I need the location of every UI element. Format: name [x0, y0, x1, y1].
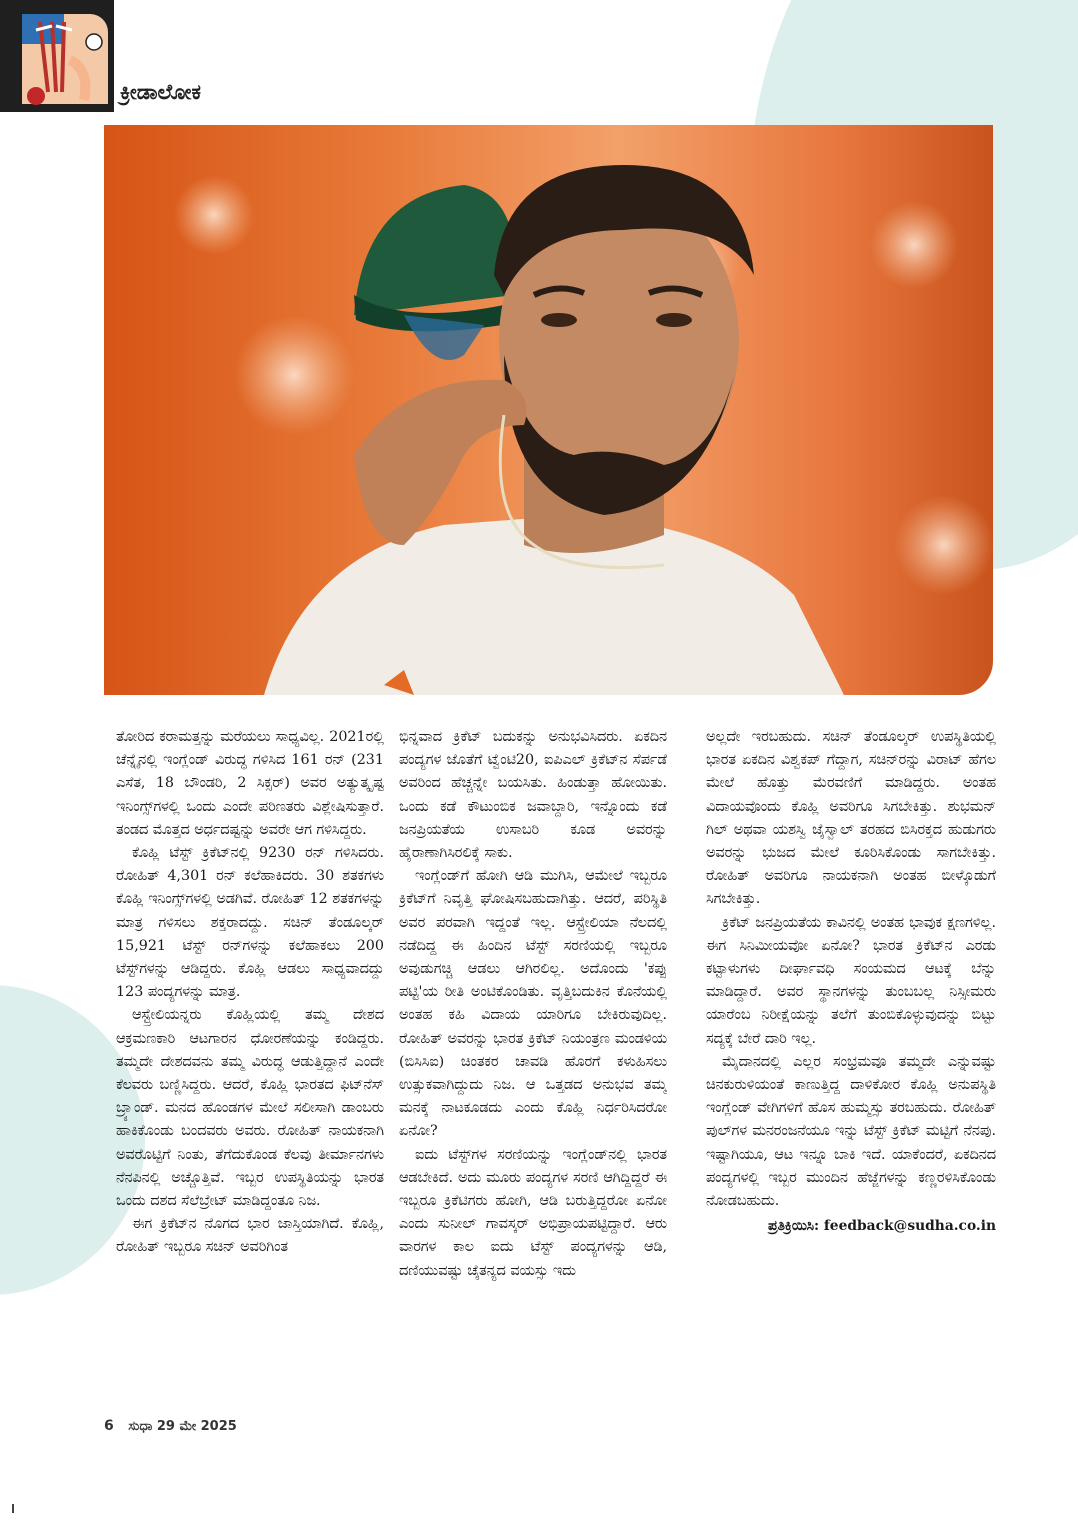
- page-footer: [104, 1418, 237, 1434]
- crop-mark: [12, 1504, 14, 1513]
- cricket-stumps-icon: [0, 0, 114, 112]
- paragraph: ಕೊಹ್ಲಿ ಟೆಸ್ಟ್ ಕ್ರಿಕೆಟ್‌ನಲ್ಲಿ 9230 ರನ್ ಗಳಿಸಿದರು. ರೋಹಿತ್ 4,301 ರನ್ ಕಲೆಹಾಕಿದರು. 30 ಶತಕಗಳು ಕೊಹ್ಲಿ ಇನಿಂಗ್ಸ್‌ಗಳಲ್ಲಿ ಅಡಗಿವೆ. ರೋಹಿತ್ 12 ಶತಕಗಳನ್ನು ಮಾತ್ರ ಗಳಿಸಲು ಶಕ್ತರಾದದ್ದು. ಸಚಿನ್ ತೆಂಡೂಲ್ಕರ್ 15,921 ಟೆಸ್ಟ್ ರನ್‌ಗಳನ್ನು ಕಲೆಹಾಕಲು 200 ಟೆಸ್ಟ್‌ಗಳನ್ನು ಆಡಿದ್ದರು. ಕೊಹ್ಲಿ ಆಡಲು ಸಾಧ್ಯವಾದದ್ದು 123 ಪಂದ್ಯಗಳನ್ನು ಮಾತ್ರ.: [116, 845, 384, 1001]
- article-column-1: [116, 726, 384, 1468]
- paragraph: ಈಗ ಕ್ರಿಕೆಟ್‌ನ ನೊಗದ ಭಾರ ಜಾಸ್ತಿಯಾಗಿದೆ. ಕೊಹ್ಲಿ, ರೋಹಿತ್ ಇಬ್ಬರೂ ಸಚಿನ್ ಅವರಿಗಿಂತ: [116, 1216, 384, 1256]
- paragraph: ಐದು ಟೆಸ್ಟ್‌ಗಳ ಸರಣಿಯನ್ನು ಇಂಗ್ಲೆಂಡ್‌ನಲ್ಲಿ ಭಾರತ ಆಡಬೇಕಿದೆ. ಅದು ಮೂರು ಪಂದ್ಯಗಳ ಸರಣಿ ಆಗಿದ್ದಿದ್ದರೆ ಈ ಇಬ್ಬರೂ ಕ್ರಿಕೆಟಿಗರು ಹೋಗಿ, ಆಡಿ ಬರುತ್ತಿದ್ದರೋ ಏನೋ ಎಂದು ಸುನೀಲ್ ಗಾವಸ್ಕರ್ ಅಭಿಪ್ರಾಯಪಟ್ಟಿದ್ದಾರೆ. ಆರು ವಾರಗಳ ಕಾಲ ಐದು ಟೆಸ್ಟ್ ಪಂದ್ಯಗಳನ್ನು ಆಡಿ, ದಣಿಯುವಷ್ಟು ಚೈತನ್ಯದ ವಯಸ್ಸು ಇದು: [399, 1146, 667, 1279]
- article-column-2: [399, 726, 667, 1468]
- section-title: ಕ್ರೀಡಾಲೋಕ: [120, 80, 201, 104]
- article-body: [116, 726, 996, 1468]
- cricketer-kissing-chain-photo: [104, 125, 993, 695]
- paragraph: ತೋರಿದ ಕರಾಮತ್ತನ್ನು ಮರೆಯಲು ಸಾಧ್ಯವಿಲ್ಲ. 2021ರಲ್ಲಿ ಚೆನ್ನೈನಲ್ಲಿ ಇಂಗ್ಲೆಂಡ್ ವಿರುದ್ಧ ಗಳಿಸಿದ 161 ರನ್ (231 ಎಸೆತ, 18 ಬೌಂಡರಿ, 2 ಸಿಕ್ಸರ್) ಅವರ ಅತ್ಯುತ್ಕೃಷ್ಟ ಇನಿಂಗ್ಸ್‌ಗಳಲ್ಲಿ ಒಂದು ಎಂದೇ ಪರಿಣತರು ವಿಶ್ಲೇಷಿಸುತ್ತಾರೆ. ತಂಡದ ಮೊತ್ತದ ಅರ್ಧದಷ್ಟನ್ನು ಅವರೇ ಆಗ ಗಳಿಸಿದ್ದರು.: [116, 729, 384, 838]
- page-number: 6: [104, 1418, 114, 1434]
- paragraph: ಇಂಗ್ಲೆಂಡ್‌ಗೆ ಹೋಗಿ ಆಡಿ ಮುಗಿಸಿ, ಆಮೇಲೆ ಇಬ್ಬರೂ ಕ್ರಿಕೆಟ್‌ಗೆ ನಿವೃತ್ತಿ ಘೋಷಿಸಬಹುದಾಗಿತ್ತು. ಆದರೆ, ಪರಿಸ್ಥಿತಿ ಅವರ ಪರವಾಗಿ ಇದ್ದಂತೆ ಇಲ್ಲ. ಆಸ್ಟ್ರೇಲಿಯಾ ನೆಲದಲ್ಲಿ ನಡೆದಿದ್ದ ಈ ಹಿಂದಿನ ಟೆಸ್ಟ್ ಸರಣಿಯಲ್ಲಿ ಇಬ್ಬರೂ ಅವುಡುಗಚ್ಚಿ ಆಡಲು ಆಗಿರಲಿಲ್ಲ. ಅದೊಂದು 'ಕಪ್ಪು ಪಟ್ಟಿ'ಯ ರೀತಿ ಅಂಟಿಕೊಂಡಿತು. ವೃತ್ತಿಬದುಕಿನ ಕೊನೆಯಲ್ಲಿ ಅಂತಹ ಕಹಿ ವಿದಾಯ ಯಾರಿಗೂ ಬೇಕಿರುವುದಿಲ್ಲ. ರೋಹಿತ್ ಅವರನ್ನು ಭಾರತ ಕ್ರಿಕೆಟ್ ನಿಯಂತ್ರಣ ಮಂಡಳಿಯ (ಬಿಸಿಸಿಐ) ಚಿಂತಕರ ಚಾವಡಿ ಹೊರಗೆ ಕಳುಹಿಸಲು ಉತ್ಸುಕವಾಗಿದ್ದುದು ನಿಜ. ಆ ಒತ್ತಡದ ಅನುಭವ ತಮ್ಮ ಮನಕ್ಕೆ ನಾಟಕೂಡದು ಎಂದು ಕೊಹ್ಲಿ ನಿರ್ಧರಿಸಿದರೋ ಏನೋ?: [399, 868, 667, 1140]
- paragraph: ಆಸ್ಟ್ರೇಲಿಯನ್ನರು ಕೊಹ್ಲಿಯಲ್ಲಿ ತಮ್ಮ ದೇಶದ ಆಕ್ರಮಣಕಾರಿ ಆಟಗಾರನ ಧೋರಣೆಯನ್ನು ಕಂಡಿದ್ದರು. ತಮ್ಮದೇ ದೇಶದವನು ತಮ್ಮ ವಿರುದ್ಧ ಆಡುತ್ತಿದ್ದಾನೆ ಎಂದೇ ಕೆಲವರು ಬಣ್ಣಿಸಿದ್ದರು. ಆದರೆ, ಕೊಹ್ಲಿ ಭಾರತದ ಫಿಟ್‌ನೆಸ್ ಬ್ರ್ಯಾಂಡ್. ಮನದ ಹೊಂಡಗಳ ಮೇಲೆ ಸಲೀಸಾಗಿ ಡಾಂಬರು ಹಾಕಿಕೊಂಡು ಬಂದವರು ಅವರು. ರೋಹಿತ್ ನಾಯಕನಾಗಿ ಅವರೊಟ್ಟಿಗೆ ನಿಂತು, ತೆಗೆದುಕೊಂಡ ಕೆಲವು ತೀರ್ಮಾನಗಳು ನೆನಪಿನಲ್ಲಿ ಅಚ್ಚೊತ್ತಿವೆ. ಇಬ್ಬರ ಉಪಸ್ಥಿತಿಯನ್ನು ಭಾರತ ಒಂದು ದಶದ ಸೆಲೆಬ್ರೇಟ್ ಮಾಡಿದ್ದಂತೂ ನಿಜ.: [116, 1007, 384, 1210]
- paragraph: ಮೈದಾನದಲ್ಲಿ ಎಲ್ಲರ ಸಂಭ್ರಮವೂ ತಮ್ಮದೇ ಎನ್ನುವಷ್ಟು ಚಿನಕುರುಳಿಯಂತೆ ಕಾಣುತ್ತಿದ್ದ ದಾಳಿಕೋರ ಕೊಹ್ಲಿ ಅನುಪಸ್ಥಿತಿ ಇಂಗ್ಲೆಂಡ್ ವೇಗಿಗಳಿಗೆ ಹೊಸ ಹುಮ್ಮಸ್ಸು ತರಬಹುದು. ರೋಹಿತ್ ಪುಲ್‌ಗಳ ಮನರಂಜನೆಯೂ ಇನ್ನು ಟೆಸ್ಟ್ ಕ್ರಿಕೆಟ್ ಮಟ್ಟಿಗೆ ನೆನಪು. ಇಷ್ಟಾಗಿಯೂ, ಆಟ ಇನ್ನೂ ಬಾಕಿ ಇದೆ. ಯಾಕೆಂದರೆ, ಏಕದಿನದ ಪಂದ್ಯಗಳಲ್ಲಿ ಇಬ್ಬರ ಮುಂದಿನ ಹೆಜ್ಜೆಗಳನ್ನು ಕಣ್ಣರಳಿಸಿಕೊಂಡು ನೋಡಬಹುದು.: [706, 1053, 996, 1210]
- paragraph: ಭಿನ್ನವಾದ ಕ್ರಿಕೆಟ್ ಬದುಕನ್ನು ಅನುಭವಿಸಿದರು. ಏಕದಿನ ಪಂದ್ಯಗಳ ಜೊತೆಗೆ ಟ್ವೆಂಟಿ20, ಐಪಿಎಲ್ ಕ್ರಿಕೆಟ್‌ನ ಸೆರ್ಪಡೆ ಅವರಿಂದ ಹೆಚ್ಚನ್ನೇ ಬಯಸಿತು. ಹಿಂಡುತ್ತಾ ಹೋಯಿತು. ಒಂದು ಕಡೆ ಕೌಟುಂಬಿಕ ಜವಾಬ್ದಾರಿ, ಇನ್ನೊಂದು ಕಡೆ ಜನಪ್ರಿಯತೆಯ ಉಸಾಬರಿ ಕೂಡ ಅವರನ್ನು ಹೈರಾಣಾಗಿಸಿರಲಿಕ್ಕೆ ಸಾಕು.: [399, 729, 667, 862]
- paragraph: ಕ್ರಿಕೆಟ್ ಜನಪ್ರಿಯತೆಯ ಕಾವಿನಲ್ಲಿ ಅಂತಹ ಭಾವುಕ ಕ್ಷಣಗಳಿಲ್ಲ. ಈಗ ಸಿನಿಮೀಯವೋ ಏನೋ? ಭಾರತ ಕ್ರಿಕೆಟ್‌ನ ಎರಡು ಕಟ್ಟಾಳುಗಳು ದೀರ್ಘಾವಧಿ ಸಂಯಮದ ಆಟಕ್ಕೆ ಬೆನ್ನು ಮಾಡಿದ್ದಾರೆ. ಅವರ ಸ್ಥಾನಗಳನ್ನು ತುಂಬಬಲ್ಲ ನಿಸ್ಸೀಮರು ಯಾರೆಂಬ ನಿರೀಕ್ಷೆಯನ್ನು ತಲೆಗೆ ತುಂಬಿಕೊಳ್ಳುವುದನ್ನು ಬಿಟ್ಟು ಸದ್ಯಕ್ಕೆ ಬೇರೆ ದಾರಿ ಇಲ್ಲ.: [706, 914, 996, 1047]
- article-column-3: [706, 726, 996, 1468]
- issue-info: ಸುಧಾ 29 ಮೇ 2025: [128, 1419, 237, 1434]
- feedback-line: ಪ್ರತಿಕ್ರಿಯಿಸಿ: feedback@sudha.co.in: [768, 1218, 996, 1235]
- paragraph: ಅಲ್ಲದೇ ಇರಬಹುದು. ಸಚಿನ್ ತೆಂಡೂಲ್ಕರ್ ಉಪಸ್ಥಿತಿಯಲ್ಲಿ ಭಾರತ ಏಕದಿನ ವಿಶ್ವಕಪ್ ಗೆದ್ದಾಗ, ಸಚಿನ್‌ರನ್ನು ವಿರಾಟ್ ಹೆಗಲ ಮೇಲೆ ಹೊತ್ತು ಮೆರವಣಿಗೆ ಮಾಡಿದ್ದರು. ಅಂತಹ ವಿದಾಯವೊಂದು ಕೊಹ್ಲಿ ಅವರಿಗೂ ಸಿಗಬೇಕಿತ್ತು. ಶುಭಮನ್ ಗಿಲ್ ಅಥವಾ ಯಶಸ್ವಿ ಜೈಸ್ವಾಲ್ ತರಹದ ಬಿಸಿರಕ್ತದ ಹುಡುಗರು ಅವರನ್ನು ಭುಜದ ಮೇಲೆ ಕೂರಿಸಿಕೊಂಡು ಸಾಗಬೇಕಿತ್ತು. ರೋಹಿತ್ ಅವರಿಗೂ ನಾಯಕನಾಗಿ ಅಂತಹ ಬೀಳ್ಕೊಡುಗೆ ಸಿಗಬೇಕಿತ್ತು.: [706, 729, 996, 908]
